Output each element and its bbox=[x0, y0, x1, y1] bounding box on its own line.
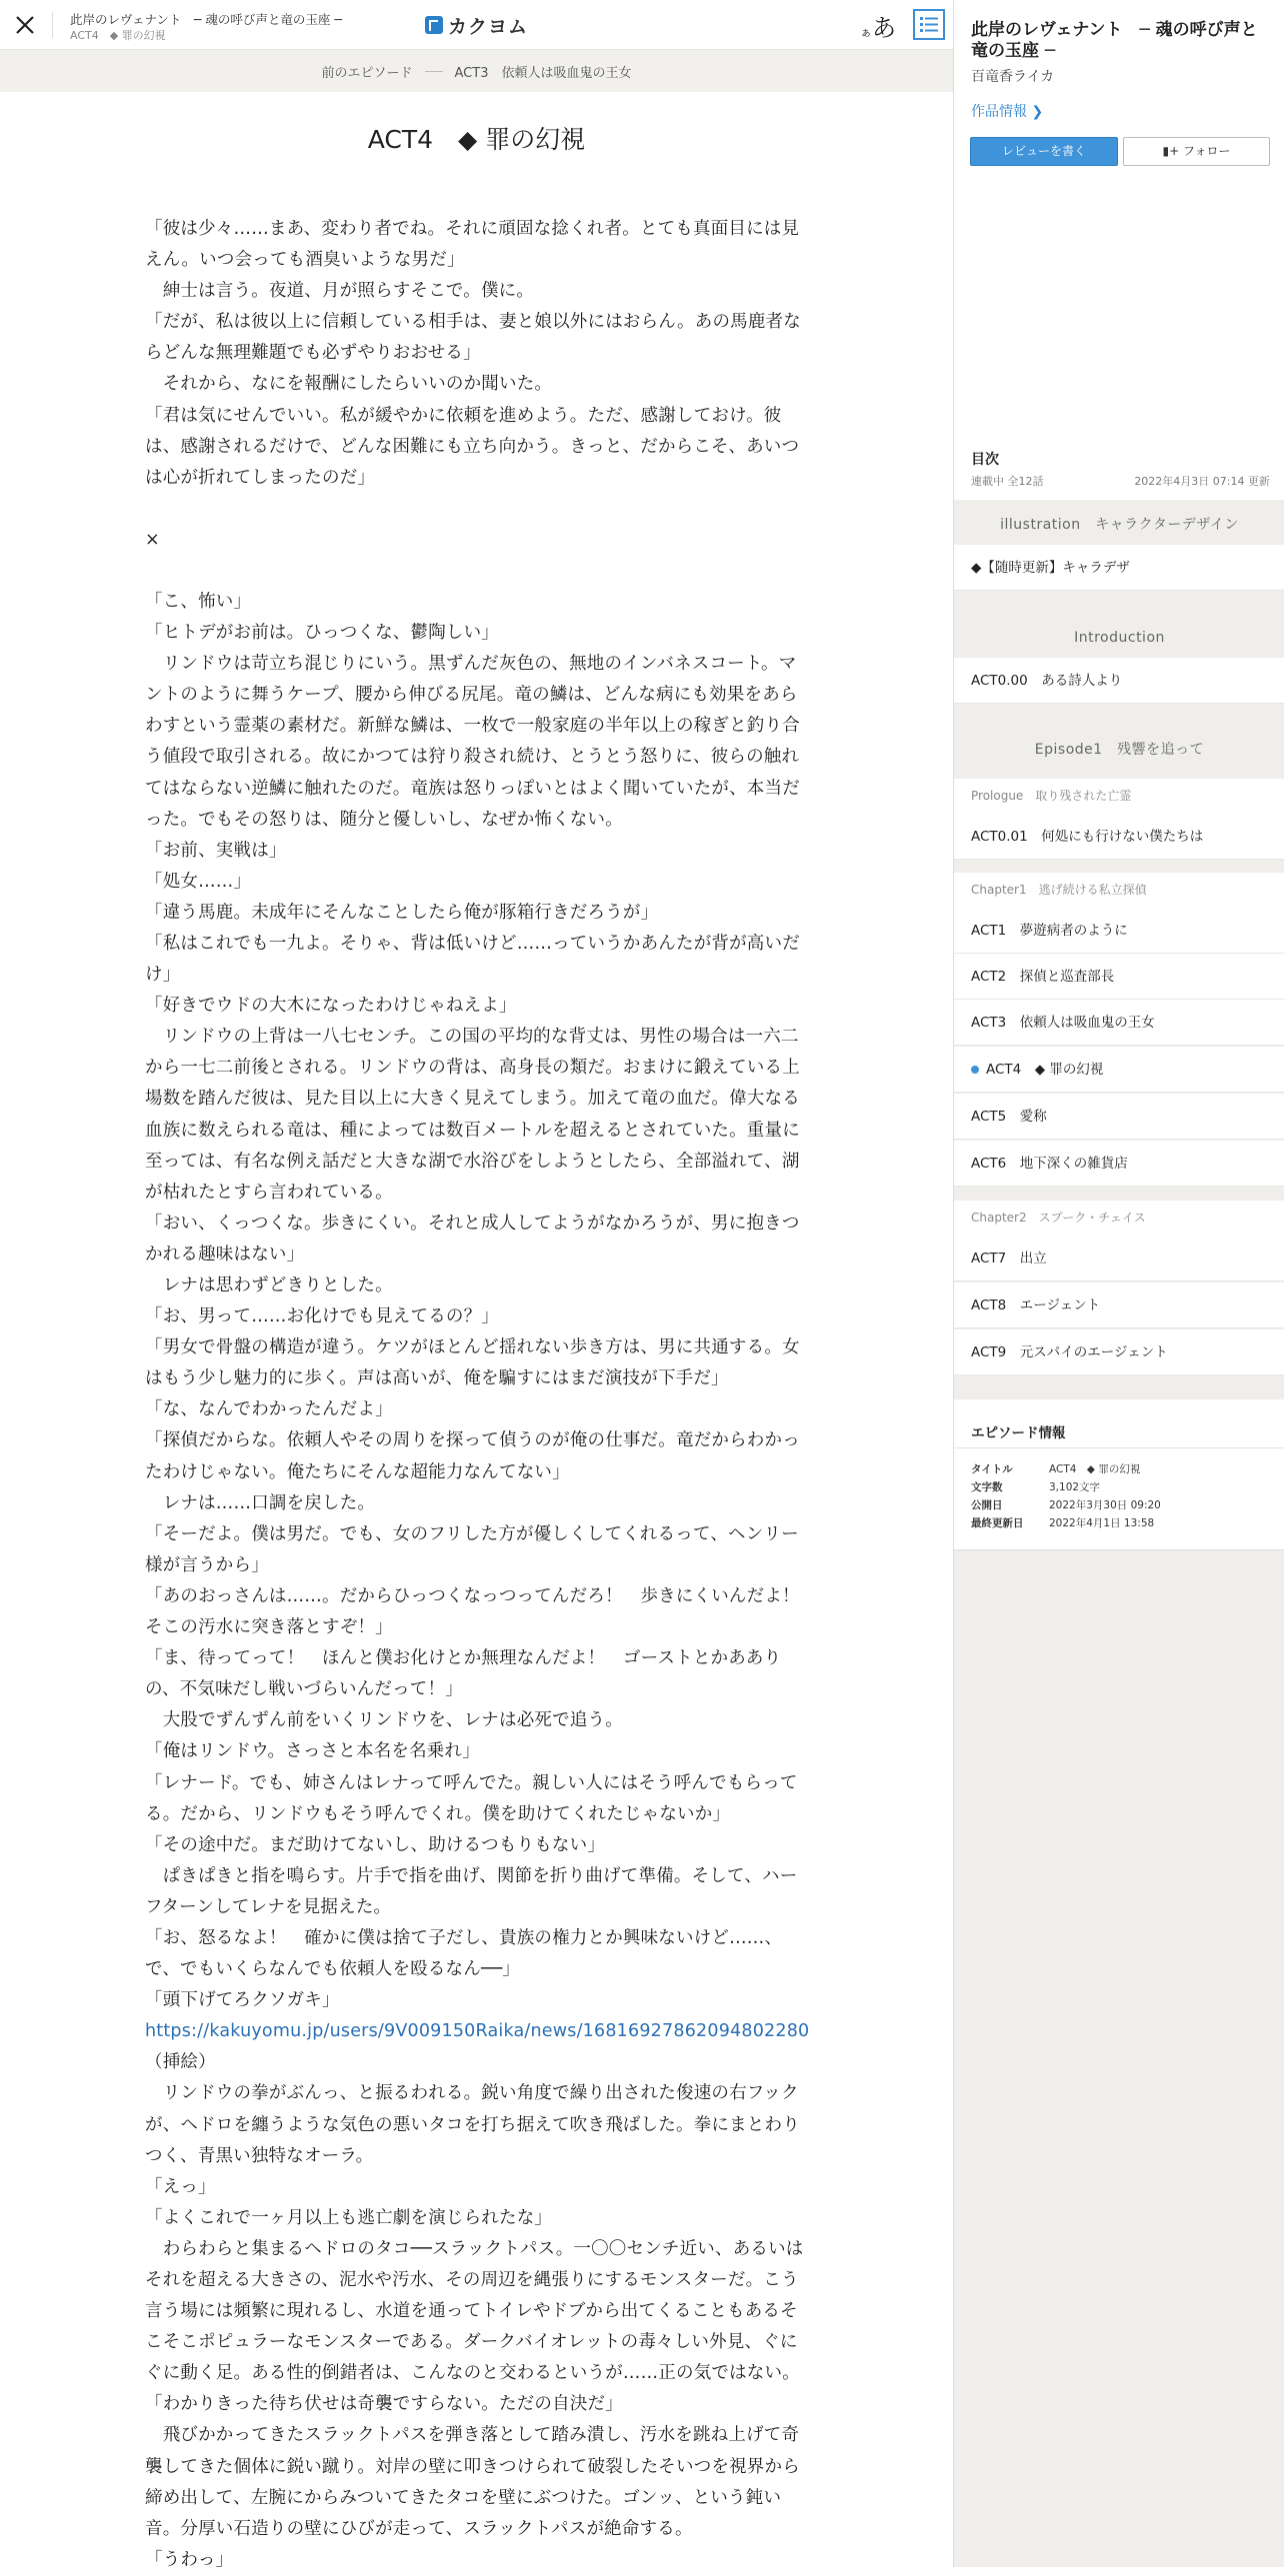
body-paragraph: リンドウの拳がぶんっ、と振るわれる。鋭い角度で繰り出された俊速の右フックが、ヘドロを纏うような気色の悪いタコを打ち据えて吹き飛ばした。拳にまとわりつく、青黒い独特なオーラ。 bbox=[145, 2083, 800, 2166]
info-key-modified: 最終更新日 bbox=[971, 1517, 1024, 1529]
episode-info-modified-row bbox=[971, 1515, 1154, 1530]
last-updated: 2022年4月3日 07:14 更新 bbox=[1134, 475, 1270, 488]
body-paragraph: 「探偵だからな。依頼人やその周りを探って偵うのが俺の仕事だ。竜だからわかったわけじゃない。俺たちにそんな超能力なんてない」 bbox=[145, 1430, 800, 1482]
toc-item-act3[interactable]: ACT3 依頼人は吸血鬼の王女 bbox=[954, 1000, 1284, 1046]
table-of-contents-button[interactable] bbox=[913, 9, 945, 40]
body-paragraph: 大股でずんずん前をいくリンドウを、レナは必死で追う。 bbox=[145, 1710, 623, 1731]
previous-episode-nav[interactable] bbox=[0, 50, 953, 92]
body-paragraph: 「レナード。でも、姉さんはレナって呼んでた。親しい人にはそう呼んでもらってる。だから、リンドウもそう呼んでくれ。僕を助けてくれたじゃないか」 bbox=[145, 1772, 798, 1824]
bookmark-plus-icon: ▮+ bbox=[1162, 144, 1180, 158]
list-icon bbox=[915, 11, 943, 38]
header-divider bbox=[52, 12, 53, 38]
body-paragraph: 「私はこれでも一九よ。そりゃ、背は低いけど……っていうかあんたが背が高いだけ」 bbox=[145, 933, 800, 986]
toc-item-act001[interactable]: ACT0.01 何処にも行けない僕たちは bbox=[954, 814, 1284, 860]
body-paragraph: 「ま、待ってって！ ほんと僕お化けとか無理なんだよ！ ゴーストとかあありの、不気味だし戦いづらいんだって！」 bbox=[145, 1648, 782, 1700]
toc-item-act1[interactable]: ACT1 夢遊病者のように bbox=[954, 908, 1284, 954]
body-paragraph: それから、なにを報酬にしたらいいのか聞いた。 bbox=[145, 374, 553, 395]
body-paragraph: わらわらと集まるヘドロのタコ──スラックトパス。一〇〇センチ近い、あるいはそれを超える大きさの、泥水や汚水、その周辺を縄張りにするモンスターだ。こう言う場には頻繁に現れるし、水道を通ってトイレやドブから出てくることもあるそこそこポピュラーなモンスターである。ダークバイオレットの毒々しい外見、ぐにぐに動く足。ある性的倒錯者は、こんなのと交わるというが……正の気ではない。 bbox=[145, 2238, 804, 2384]
info-val-chars: 3,102文字 bbox=[1049, 1481, 1101, 1493]
body-paragraph: 「俺はリンドウ。さっさと本名を名乗れ」 bbox=[145, 1741, 480, 1762]
body-paragraph: 「違う馬鹿。未成年にそんなことしたら俺が豚箱行きだろうが」 bbox=[145, 902, 659, 923]
prev-episode-title: ACT3 依頼人は吸血鬼の王女 bbox=[454, 65, 632, 81]
illustration-link[interactable]: https://kakuyomu.jp/users/9V009150Raika/news/16816927862094802280 bbox=[145, 2021, 810, 2042]
body-paragraph: 「な、なんでわかったんだよ」 bbox=[145, 1399, 393, 1420]
body-paragraph: 「その途中だ。まだ助けてないし、助けるつもりもない」 bbox=[145, 1834, 606, 1855]
body-paragraph: レナは思わずどきりとした。 bbox=[145, 1276, 393, 1295]
illustration-link-paragraph bbox=[145, 2016, 810, 2078]
body-paragraph: リンドウは苛立ち混じりにいう。黒ずんだ灰色の、無地のインバネスコート。マントのように舞うケープ、腰から伸びる尻尾。竜の鱗は、どんな病にも効果をあらわすという霊薬の素材だ。新鮮な鱗は、一枚で一般家庭の半年以上の稼ぎと釣り合う値段で取引される。故にかつては狩り殺され続け、とうとう怒りに、彼らの触れてはならない逆鱗に触れたのだ。竜族は怒りっぽいとはよく聞いていたが、本当だった。でもその怒りは、随分と優しいし、なぜか怖くない。 bbox=[145, 654, 800, 830]
episode-title: ACT4 ◆ 罪の幻視 bbox=[367, 125, 586, 154]
body-paragraph: 「わかりきった待ち伏せは奇襲ですらない。ただの自決だ」 bbox=[145, 2394, 623, 2415]
body-paragraph: 飛びかかってきたスラックトパスを弾き落として踏み潰し、汚水を跳ね上げて奇襲してきた個体に鋭い蹴り。対岸の壁に叩きつけられて破裂したそいつを視界から締め出して、左腕にからみついてきたタコを壁にぶつけた。ゴンッ、という鈍い音。分厚い石造りの壁にひびが走って、スラックトパスが絶命する。 bbox=[145, 2425, 800, 2539]
chevron-right-icon: ❯ bbox=[1031, 104, 1044, 120]
episode-info-heading: エピソード情報 bbox=[971, 1425, 1066, 1441]
logo-icon bbox=[425, 16, 443, 34]
info-val-published: 2022年3月30日 09:20 bbox=[1049, 1499, 1161, 1511]
current-episode-dot bbox=[971, 1066, 979, 1074]
work-info-label: 作品情報 bbox=[971, 104, 1027, 120]
body-paragraph: 「おい、くっつくな。歩きにくい。それと成人してようがなかろうが、男に抱きつかれる趣味はない」 bbox=[145, 1213, 800, 1265]
header-episode-title: ACT4 ◆ 罪の幻視 bbox=[70, 29, 166, 42]
episode-body bbox=[145, 214, 818, 2576]
toc-heading: 目次 bbox=[971, 452, 999, 468]
toc-item-act4-label: ACT4 ◆ 罪の幻視 bbox=[986, 1062, 1104, 1078]
serial-status: 連載中 全12話 bbox=[971, 475, 1044, 488]
body-paragraph: 「頭下げてろクソガキ」 bbox=[145, 1990, 340, 2011]
toc-section-episode1: Episode1 残響を追って bbox=[1034, 742, 1205, 758]
toc-section-introduction: Introduction bbox=[1074, 630, 1165, 646]
body-paragraph: 「あのおっさんは……。だからひっつくなっつってんだろ！ 歩きにくいんだよ！ そこの汚水に突き落とすぞ！」 bbox=[145, 1585, 818, 1638]
info-key-published: 公開日 bbox=[971, 1499, 1003, 1511]
toc-item-act6[interactable]: ACT6 地下深くの雑貨店 bbox=[954, 1141, 1284, 1187]
body-paragraph: 「ヒトデがお前は。ひっつくな、鬱陶しい」 bbox=[145, 623, 499, 644]
episode-info-title-row bbox=[971, 1461, 1140, 1476]
body-paragraph: 「だが、私は彼以上に信頼している相手は、妻と娘以外にはおらん。あの馬鹿者ならどんな無理難題でも必ずやりおおせる」 bbox=[145, 312, 801, 364]
body-paragraph: 「好きでウドの大木になったわけじゃねえよ」 bbox=[145, 996, 517, 1017]
close-icon[interactable] bbox=[12, 12, 38, 38]
toc-item-act7[interactable]: ACT7 出立 bbox=[954, 1236, 1284, 1282]
body-paragraph: ぱきぱきと指を鳴らす。片手で指を曲げ、関節を折り曲げて準備。そして、ハーフターンしてレナを見据えた。 bbox=[145, 1865, 798, 1917]
sidebar-work-panel bbox=[954, 0, 1284, 500]
kakuyomu-logo[interactable] bbox=[425, 13, 528, 37]
toc-item-act2[interactable]: ACT2 探偵と巡査部長 bbox=[954, 954, 1284, 1000]
body-paragraph: 「お前、実戦は」 bbox=[145, 840, 287, 861]
body-paragraph: 「うわっ」 bbox=[145, 2549, 234, 2570]
body-paragraph: 「彼は少々……まあ、変わり者でね。それに頑固な捻くれ者。とても真面目には見えん。いつ会っても酒臭いような男だ」 bbox=[145, 219, 800, 271]
sidebar-work-title[interactable]: 此岸のレヴェナント ─ 魂の呼び声と竜の玉座 ─ bbox=[971, 20, 1258, 61]
episode-info-published-row bbox=[971, 1497, 1161, 1512]
follow-button[interactable] bbox=[1123, 137, 1270, 166]
logo-text: カクヨム bbox=[448, 15, 529, 38]
body-paragraph: 「こ、怖い」 bbox=[145, 591, 252, 612]
toc-item-illustration[interactable]: ◆【随時更新】キャラデザ bbox=[954, 545, 1284, 591]
body-paragraph: 紳士は言う。夜道、月が照らすそこで。僕に。 bbox=[145, 281, 535, 302]
toc-chapter-1: Chapter1 逃げ続ける私立探偵 bbox=[954, 873, 1284, 908]
illustration-link-suffix: （挿絵） bbox=[145, 2052, 216, 2073]
info-key-chars: 文字数 bbox=[971, 1481, 1003, 1493]
toc-item-act9[interactable]: ACT9 元スパイのエージェント bbox=[954, 1329, 1284, 1375]
prev-episode-label: 前のエピソード bbox=[321, 65, 413, 81]
body-paragraph: 「よくこれで一ヶ月以上も逃亡劇を演じられたな」 bbox=[145, 2207, 553, 2228]
body-paragraph: レナは……口調を戻した。 bbox=[145, 1492, 376, 1513]
body-paragraph: 「お、怒るなよ！ 確かに僕は捨て子だし、貴族の権力とか興味ないけど……、で、でもいくらなんでも依頼人を殴るなん──」 bbox=[145, 1927, 783, 1980]
nav-divider bbox=[425, 71, 443, 72]
toc-item-act4-current[interactable] bbox=[954, 1047, 1284, 1093]
top-header bbox=[0, 0, 953, 50]
header-work-title[interactable]: 此岸のレヴェナント ─ 魂の呼び声と竜の玉座 ─ bbox=[70, 12, 342, 27]
toc-item-act000[interactable]: ACT0.00 ある詩人より bbox=[954, 658, 1284, 704]
write-review-button[interactable]: レビューを書く bbox=[970, 137, 1118, 166]
body-paragraph: 「えっ」 bbox=[145, 2176, 216, 2197]
body-paragraph: 「処女……」 bbox=[145, 871, 252, 892]
paragraph-gap bbox=[145, 556, 805, 587]
author-name[interactable]: 百竜香ライカ bbox=[971, 69, 1055, 85]
body-paragraph: 「そーだよ。僕は男だ。でも、女のフリした方が優しくしてくれるって、ヘンリー様が言うから」 bbox=[145, 1523, 799, 1575]
toc-chapter-prologue: Prologue 取り残された亡霊 bbox=[954, 779, 1284, 814]
follow-label: フォロー bbox=[1183, 144, 1231, 158]
toc-item-act5[interactable]: ACT5 愛称 bbox=[954, 1094, 1284, 1140]
paragraph-gap bbox=[145, 494, 805, 525]
body-paragraph: 「男女で骨盤の構造が違う。ケツがほとんど揺れない歩き方は、男に共通する。女はもう少し魅力的に歩く。声は高いが、俺を騙すにはまだ演技が下手だ」 bbox=[145, 1337, 800, 1389]
info-val-modified: 2022年4月1日 13:58 bbox=[1049, 1517, 1155, 1529]
font-size-large-glyph: あ bbox=[872, 14, 897, 42]
info-val-title: ACT4 ◆ 罪の幻視 bbox=[1049, 1463, 1141, 1475]
episode-info-divider bbox=[954, 1447, 1284, 1448]
toc-section-illustration: illustration キャラクターデザイン bbox=[1000, 517, 1239, 533]
toc-chapter-2: Chapter2 スプーク・チェイス bbox=[954, 1201, 1284, 1236]
body-paragraph: 「君は気にせんでいい。私が緩やかに依頼を進めよう。ただ、感謝しておけ。彼は、感謝されるだけで、どんな困難にも立ち向かう。きっと、だからこそ、あいつは心が折れてしまったのだ」 bbox=[145, 405, 800, 488]
font-size-small-glyph: ぁ bbox=[860, 25, 873, 39]
info-key-title: タイトル bbox=[971, 1463, 1013, 1475]
toc-item-act8[interactable]: ACT8 エージェント bbox=[954, 1283, 1284, 1328]
sidebar bbox=[953, 0, 1284, 2567]
episode-info-panel bbox=[954, 1399, 1284, 1550]
font-size-button[interactable] bbox=[860, 8, 896, 43]
body-paragraph: × bbox=[145, 529, 160, 550]
body-paragraph: リンドウの上背は一八七センチ。この国の平均的な背丈は、男性の場合は一六二から一七二前後とされる。リンドウの背は、高身長の類だ。おまけに鍛えている上場数を踏んだ彼は、見た目以上に大きく見えてしまう。加えて竜の血だ。偉大なる血族に数えられる竜は、種によっては数百メートルを超えるとされていた。重量に至っては、有名な例え話だと大きな湖で水浴びをしようとしたら、全部溢れて、湖が枯れたとすら言われている。 bbox=[145, 1027, 800, 1203]
body-paragraph: 「お、男って……お化けでも見えてるの？」 bbox=[145, 1306, 499, 1327]
episode-info-chars-row bbox=[971, 1479, 1100, 1494]
work-info-link[interactable] bbox=[971, 101, 1043, 121]
